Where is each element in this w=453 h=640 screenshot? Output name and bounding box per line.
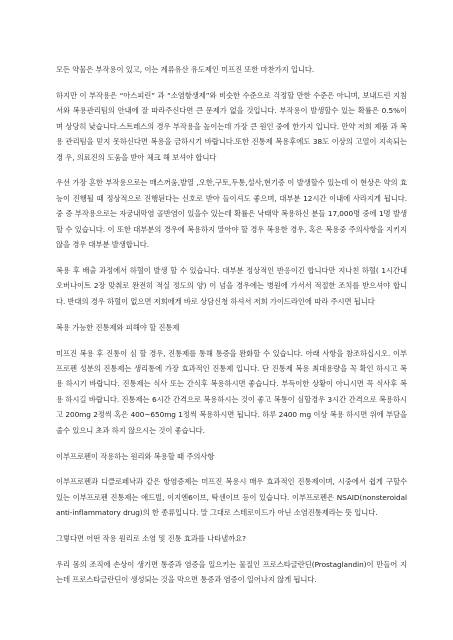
- paragraph-prostaglandin: 우리 몸의 조직에 손상이 생기면 통증과 염증을 일으키는 물질인 프로스타글란딘(Prostaglandin)이 만들어 지는데 프로스타글란딘이 생성되는 것을 막으면 통증과 염증이 일어나지 않게 됩니다.: [56, 560, 407, 585]
- paragraph-painkiller-guide: 미프진 복용 후 진통이 심 할 경우, 진통제를 통해 통증을 완화할 수 있습니다. 아래 사항을 참조하십시오. 이부프로펜 성분의 진통제는 생리통에 가장 효과적인 진통제 입니다. 단 진통제 복용 최대용량을 꼭 확인 하시고 복용 하시기 바랍니다. 진통제는 식사 또는 간식후 복용하시면 좋습니다. 부득이한 상황이 아니시면 꼭 식사후 복용 하시길 바랍니다. 진통제는 6시간 간격으로 복용하시는 것이 좋고 복통이 심할경우 3시간 간격으로 복용하시고 200mg 2정씩 혹은 400~650mg 1정씩 복용하시면 됩니다. 하루 2400 mg 이상 복용 하시면 위에 부담을 줄수 있으니 초과 하지 않으시는 것이 좋습니다.: [56, 348, 407, 435]
- heading-painkillers: 복용 가능한 진통제와 피해야 할 진통제: [56, 322, 180, 332]
- heading-mechanism-question: 그렇다면 어떤 작용 원리로 소염 및 진통 효과를 나타낼까요?: [56, 534, 246, 544]
- paragraph-bleeding: 복용 후 배출 과정에서 하혈이 발생 할 수 있습니다. 대부분 정상적인 반응이긴 합니다만 지나친 하혈( 1시간내 오버나이트 2장 맞춰로 완전히 적실 정도의 양) 이 넘을 경우에는 병원에 가서서 적절한 조치를 받으셔야 합니다. 반대의 경우 하혈이 없으면 저희에게 바로 상담신청 하셔서 저희 가이드라인에 따라 주시면 됩니다: [56, 265, 407, 306]
- paragraph-side-effects-intro: 모든 약물은 부작용이 있고, 이는 계류유산 유도제인 미프진 또한 마찬가지 입니다.: [56, 65, 315, 74]
- heading-ibuprofen-principle: 이부프로펜이 작용하는 원리와 복용할 때 주의사항: [56, 451, 215, 461]
- paragraph-side-effects-level: 하지만 이 부작용은 “아스피린” 과 “소염항생제”와 비슷한 수준으로 걱정할 만한 수준은 아니며, 보내드린 지침서와 복용관리팀의 안내에 잘 따라주신다면 큰 문제가 없을 것입니다. 부작용이 발생할수 있는 확률은 0.5%이며 상당히 낮습니다.스트레스의 경우 부작용을 높이는데 가장 큰 원인 중에 한가지 입니다. 만약 저희 제품 과 복용 관리팀을 믿지 못하신다면 복용을 금하시기 바랍니다.또한 진통제 복용후에도 38도 이상의 고열이 지속되는 경 우, 의료진의 도움을 받아 체크 해 보셔야 합니다: [56, 90, 407, 162]
- paragraph-ibuprofen: 이부프로펜과 디클로페낙과 같은 항염증제는 미프진 복용시 매우 효과적인 진통제이며, 시중에서 쉽게 구할수 있는 이부프로펜 진통제는 애드빌, 이지엔6이브, 탁센이브 등이 있습니다. 이부프로펜은 NSAID(nonsteroidal anti-inflammatory drug)의 한 종류입니다. 말 그대로 스테로이드가 아닌 소염진통제라는 뜻 입니다.: [56, 477, 407, 518]
- paragraph-common-side-effects: 우선 가장 흔한 부작용으로는 매스꺼움,발열 ,오한,구토,두통,설사,현기증 이 발생할수 있는데 이 현상은 약의 효능이 진행될 때 정상적으로 진행된다는 신호로 받아 들이셔도 좋으며, 대부분 12시간 이내에 사라지게 됩니다. 중 증 부작용으로는 자궁내막염 골반염이 있을수 있는데 확률은 낙태약 복용하신 분들 17,000명 중에 1명 발생할 수 있습니다. 이 또한 대부분의 경우에 복용하지 말아야 할 경우 복용한 경우, 혹은 복용중 주의사항을 지키지 않을 경우 대부분 발생합니다.: [56, 178, 407, 250]
